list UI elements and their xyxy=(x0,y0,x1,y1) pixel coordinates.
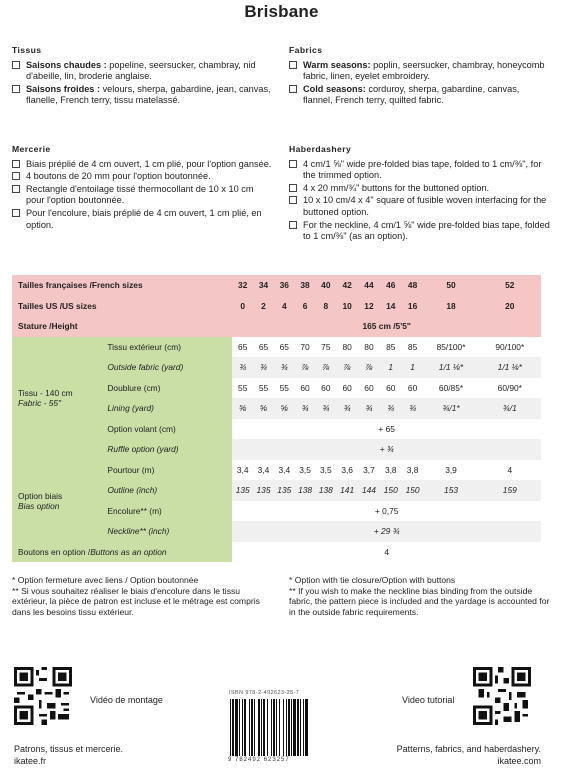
barcode-bar xyxy=(271,699,272,756)
lining-yd-label: Lining (yard) xyxy=(101,398,232,419)
outer-cm-label: Tissu extérieur (cm) xyxy=(101,337,232,358)
tagline-fr: Patrons, tissus et mercerie. xyxy=(14,744,124,754)
value-cell: 60 xyxy=(315,378,336,399)
encolure-label: Encolure** (m) xyxy=(101,501,232,522)
fabric-season-label: Saisons froides : xyxy=(26,83,101,94)
value-cell: ¾ xyxy=(295,398,316,419)
value-cell: 55 xyxy=(274,378,295,399)
fabric-season-label: Cold seasons: xyxy=(303,83,366,94)
value-cell: ¾/1 xyxy=(479,398,541,419)
value-cell: 3,9 xyxy=(423,460,478,481)
qr-code-icon[interactable] xyxy=(473,667,531,725)
barcode-bar xyxy=(261,699,262,756)
barcode-bar xyxy=(244,699,246,756)
value-cell: 65 xyxy=(253,337,274,358)
website-en-link[interactable]: ikatee.com xyxy=(497,756,541,766)
notion-text: Biais préplié de 4 cm ouvert, 1 cm plié, pour l'option gansée. xyxy=(26,158,272,169)
pourtour-label: Pourtour (m) xyxy=(101,460,232,481)
fabrics-fr-heading: Tissus xyxy=(12,45,42,55)
value-cell: 60 xyxy=(402,378,424,399)
barcode-bar xyxy=(267,699,268,756)
notion-text: 4 x 20 mm/¾" buttons for the buttoned option. xyxy=(303,182,490,193)
value-cell: 65 xyxy=(232,337,253,358)
fr-size-cell: 40 xyxy=(321,280,331,291)
value-cell: 75 xyxy=(315,337,336,358)
fr-sizes-label: Tailles françaises /French sizes xyxy=(18,280,143,291)
value-cell: 3,5 xyxy=(295,460,316,481)
value-cell: 60 xyxy=(380,378,402,399)
barcode-bar xyxy=(276,699,277,756)
us-size-cell: 0 xyxy=(240,300,246,311)
notions-en-section xyxy=(289,144,551,244)
checkbox[interactable] xyxy=(12,160,20,168)
value-cell: 60 xyxy=(358,378,380,399)
us-size-cell: 6 xyxy=(302,300,308,311)
checkbox[interactable] xyxy=(12,85,20,93)
notion-item[interactable] xyxy=(12,208,274,231)
outline-label: Outline (inch) xyxy=(101,480,232,501)
ruffle-cm-value: + 65 xyxy=(232,419,541,440)
ruffle-yd-value: + ¾ xyxy=(232,439,541,460)
checkbox[interactable] xyxy=(12,61,20,69)
barcode-digits: 9 782492 623257 xyxy=(228,757,290,763)
value-cell: 80 xyxy=(358,337,380,358)
value-cell: ⅞ xyxy=(358,357,380,378)
value-cell: 85/100* xyxy=(423,337,478,358)
note-fr-1: * Option fermeture avec liens / Option boutonnée xyxy=(12,575,199,585)
fabric-item[interactable] xyxy=(289,60,551,83)
notions-fr-heading: Mercerie xyxy=(12,144,51,154)
value-cell: ¾ xyxy=(336,398,358,419)
us-size-cell: 18 xyxy=(446,300,456,311)
buttons-label-en: Buttons as an option xyxy=(90,546,167,557)
video-tutorial-en-label: Video tutorial xyxy=(402,695,455,705)
value-cell: 144 xyxy=(358,480,380,501)
fr-size-cell: 48 xyxy=(407,280,418,291)
barcode-bar xyxy=(263,699,265,756)
fabric-season-label: Saisons chaudes : xyxy=(26,59,107,70)
value-cell: 3,8 xyxy=(402,460,424,481)
tagline-en: Patterns, fabrics, and haberdashery. xyxy=(396,744,541,754)
value-cell: ¾ xyxy=(274,357,295,378)
bias-group-label-fr: Option biais xyxy=(18,490,63,501)
notion-item[interactable] xyxy=(12,171,274,183)
fabric-width-label-en: Fabric - 55" xyxy=(18,398,61,408)
checkbox[interactable] xyxy=(289,184,297,192)
value-cell: 150 xyxy=(380,480,402,501)
fr-size-cell: 34 xyxy=(258,280,269,291)
value-cell: ¾ xyxy=(315,398,336,419)
us-size-cell: 4 xyxy=(281,300,287,311)
value-cell: ⅞ xyxy=(295,357,316,378)
value-cell: 3,5 xyxy=(315,460,336,481)
notion-item[interactable] xyxy=(289,220,551,243)
value-cell: 55 xyxy=(232,378,253,399)
value-cell: 159 xyxy=(479,480,541,501)
barcode-bar xyxy=(293,699,296,756)
notion-text: For the neckline, 4 cm/1 ⅝" wide pre-folded bias tape, folded to 1 cm/⅜" (as an option). xyxy=(303,219,550,242)
value-cell: 1/1 ⅛* xyxy=(423,357,478,378)
barcode-bar xyxy=(251,699,253,756)
value-cell: 1/1 ⅛* xyxy=(479,357,541,378)
value-cell: ¾ xyxy=(358,398,380,419)
fabrics-en-section xyxy=(289,45,551,108)
footer-fr xyxy=(14,743,123,767)
outer-yd-label: Outside fabric (yard) xyxy=(101,357,232,378)
value-cell: 90/100* xyxy=(479,337,541,358)
value-cell: 80 xyxy=(336,337,358,358)
fr-size-cell: 52 xyxy=(505,280,515,291)
us-size-cell: 12 xyxy=(364,300,374,311)
checkbox[interactable] xyxy=(289,160,297,168)
checkbox[interactable] xyxy=(12,185,20,193)
barcode-bar xyxy=(235,699,238,756)
us-size-cell: 10 xyxy=(342,300,352,311)
note-en-1: * Option with tie closure/Option with buttons xyxy=(289,575,456,585)
value-cell: 153 xyxy=(423,480,478,501)
barcode-bar xyxy=(286,699,287,756)
notion-item[interactable] xyxy=(289,183,551,195)
notion-item[interactable] xyxy=(289,195,551,218)
fabric-item[interactable] xyxy=(12,84,274,107)
barcode-bar xyxy=(303,699,304,756)
ruffle-yd-label: Ruffle option (yard) xyxy=(101,439,232,460)
us-size-cell: 16 xyxy=(407,300,418,311)
value-cell: 4 xyxy=(479,460,541,481)
table-row-fr-sizes xyxy=(12,275,541,296)
value-cell: ⅞ xyxy=(336,357,358,378)
buttons-label-fr: Boutons en option / xyxy=(18,546,91,557)
barcode-bar xyxy=(254,699,255,756)
checkbox[interactable] xyxy=(289,196,297,204)
value-cell: 60/90* xyxy=(479,378,541,399)
note-en-2: ** If you wish to make the neckline bias binding from the outside fabric, the pattern piece is included and the yardage is accounted for in the outside fabric requirements. xyxy=(289,585,550,617)
ruffle-cm-label: Option volant (cm) xyxy=(101,419,232,440)
value-cell: 141 xyxy=(336,480,358,501)
fabric-season-label: Warm seasons: xyxy=(303,59,371,70)
value-cell: ¾ xyxy=(380,398,402,419)
checkbox[interactable] xyxy=(289,221,297,229)
value-cell: 60/85* xyxy=(423,378,478,399)
barcode-bar xyxy=(239,699,240,756)
value-cell: 70 xyxy=(295,337,316,358)
fabric-group-label xyxy=(12,337,101,460)
value-cell: 3,6 xyxy=(336,460,358,481)
video-tutorial-fr-label: Vidéo de montage xyxy=(90,695,163,705)
fabric-width-label: Tissu - 140 cm xyxy=(18,388,73,398)
bias-group-label xyxy=(12,460,101,542)
value-cell: ¾ xyxy=(253,357,274,378)
fabric-list-text: velours, sherpa, gabardine, jean, canvas, flanelle, French terry, tissu matelassé. xyxy=(26,83,271,106)
notion-text: Rectangle d'entoilage tissé thermocollant de 10 x 10 cm pour l'option boutonnée. xyxy=(26,183,254,206)
value-cell: 138 xyxy=(295,480,316,501)
barcode-bar xyxy=(242,699,243,756)
table-row xyxy=(12,337,541,358)
notions-fr-section xyxy=(12,144,274,232)
checkbox[interactable] xyxy=(12,209,20,217)
size-chart-table xyxy=(12,275,541,562)
value-cell: 1 xyxy=(402,357,424,378)
barcode-icon xyxy=(228,699,340,756)
neckline-label: Neckline** (inch) xyxy=(101,521,232,542)
notion-item[interactable] xyxy=(289,159,551,182)
value-cell: ⅝ xyxy=(253,398,274,419)
value-cell: 60 xyxy=(295,378,316,399)
notes-en xyxy=(289,575,551,617)
checkbox[interactable] xyxy=(289,61,297,69)
fabrics-fr-section xyxy=(12,45,274,108)
value-cell: ⅝ xyxy=(274,398,295,419)
fr-size-cell: 44 xyxy=(364,280,374,291)
value-cell: 3,8 xyxy=(380,460,402,481)
value-cell: 85 xyxy=(402,337,424,358)
value-cell: 3,7 xyxy=(358,460,380,481)
value-cell: 3,4 xyxy=(232,460,253,481)
buttons-value: 4 xyxy=(232,542,541,563)
notion-text: Pour l'encolure, biais préplié de 4 cm ouvert, 1 cm plié, en option. xyxy=(26,207,262,230)
height-label: Stature /Height xyxy=(18,321,78,332)
checkbox[interactable] xyxy=(289,85,297,93)
value-cell: ⅝ xyxy=(232,398,253,419)
us-size-cell: 8 xyxy=(323,300,329,311)
value-cell: 135 xyxy=(232,480,253,501)
notion-item[interactable] xyxy=(12,159,274,171)
table-row-height xyxy=(12,316,541,337)
value-cell: 135 xyxy=(274,480,295,501)
table-row-buttons xyxy=(12,542,541,563)
us-size-cell: 2 xyxy=(261,300,266,311)
notion-text: 10 x 10 cm/4 x 4" square of fusible woven interfacing for the buttoned option. xyxy=(303,195,547,217)
value-cell: 65 xyxy=(274,337,295,358)
table-row-us-sizes xyxy=(12,296,541,317)
notions-en-heading: Haberdashery xyxy=(289,144,352,154)
footer-en xyxy=(379,743,541,767)
barcode-bar xyxy=(291,699,292,756)
barcode-bar xyxy=(283,699,284,756)
barcode-bar xyxy=(297,699,299,756)
table-row xyxy=(12,460,541,481)
value-cell: ¾/1* xyxy=(423,398,478,419)
fr-size-cell: 32 xyxy=(238,280,248,291)
page-title: Brisbane xyxy=(244,2,319,21)
encolure-value: + 0,75 xyxy=(232,501,541,522)
notes-fr xyxy=(12,575,274,617)
barcode-bar xyxy=(273,699,275,756)
note-fr-2: ** Si vous souhaitez réaliser le biais d'encolure dans le tissu extérieur, la pièce de patron est incluse et le métrage est compris dans les besoins tissu extérieur. xyxy=(12,585,260,617)
value-cell: ⅞ xyxy=(315,357,336,378)
value-cell: 1 xyxy=(380,357,402,378)
isbn-text: ISBN 978-2-492623-25-7 xyxy=(229,690,300,696)
notion-item[interactable] xyxy=(12,184,274,207)
value-cell: 85 xyxy=(380,337,402,358)
fr-size-cell: 46 xyxy=(386,280,396,291)
us-size-cell: 14 xyxy=(386,300,396,311)
us-size-cell: 20 xyxy=(505,300,515,311)
barcode-bar xyxy=(279,699,280,756)
value-cell: 60 xyxy=(336,378,358,399)
barcode-bar xyxy=(288,699,290,756)
barcode-bar xyxy=(305,699,308,756)
fabric-item[interactable] xyxy=(12,60,274,83)
value-cell: 135 xyxy=(253,480,274,501)
value-cell: ¾ xyxy=(402,398,424,419)
barcode-bar xyxy=(300,699,301,756)
value-cell: 55 xyxy=(253,378,274,399)
us-sizes-label: Tailles US /US sizes xyxy=(18,300,97,311)
barcode-bar xyxy=(258,699,260,756)
notion-text: 4 cm/1 ⅝" wide pre-folded bias tape, folded to 1 cm/⅜", for the trimmed option. xyxy=(303,158,542,181)
fabric-item[interactable] xyxy=(289,84,551,107)
barcode-bar xyxy=(230,699,231,756)
fabric-list-text: corduroy, sherpa, gabardine, canvas, flannel, French terry, quilted fabric. xyxy=(303,83,520,106)
buttons-label xyxy=(12,542,232,563)
fabric-list-text: popeline, seersucker, chambray, nid d'abeille, lin, broderie anglaise. xyxy=(26,59,256,82)
value-cell: 138 xyxy=(315,480,336,501)
fr-size-cell: 42 xyxy=(342,280,352,291)
barcode-bar xyxy=(249,699,250,756)
checkbox[interactable] xyxy=(12,172,20,180)
fr-size-cell: 36 xyxy=(279,280,289,291)
value-cell: 3,4 xyxy=(253,460,274,481)
height-value: 165 cm /5'5" xyxy=(362,321,411,332)
fabric-list-text: poplin, seersucker, chambray, honeycomb fabric, linen, eyelet embroidery. xyxy=(303,59,545,82)
value-cell: 150 xyxy=(402,480,424,501)
website-fr-link[interactable]: ikatee.fr xyxy=(14,756,47,766)
value-cell: 3,4 xyxy=(274,460,295,481)
bias-group-label-en: Bias option xyxy=(18,500,60,511)
value-cell: ¾ xyxy=(232,357,253,378)
fabrics-en-heading: Fabrics xyxy=(289,45,323,55)
barcode-bar xyxy=(232,699,234,756)
lining-cm-label: Doublure (cm) xyxy=(101,378,232,399)
fr-size-cell: 38 xyxy=(300,280,310,291)
fr-size-cell: 50 xyxy=(446,280,456,291)
neckline-value: + 29 ¾ xyxy=(232,521,541,542)
notion-text: 4 boutons de 20 mm pour l'option boutonnée. xyxy=(26,171,211,182)
qr-code-icon[interactable] xyxy=(14,667,72,725)
